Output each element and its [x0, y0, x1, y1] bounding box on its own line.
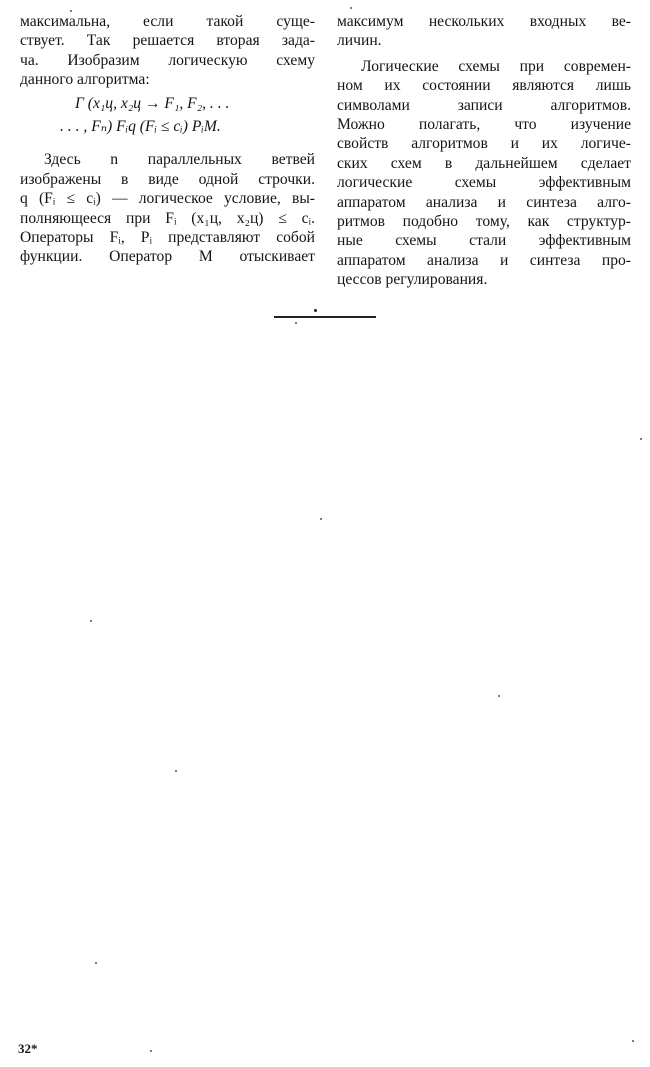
- scan-speck: [320, 518, 322, 520]
- text-line: изображены в виде одной строчки.: [20, 170, 315, 188]
- text-line: Логические схемы при современ-: [361, 57, 631, 75]
- text-line: аппаратом анализа и синтеза про-: [337, 251, 631, 269]
- text-line: символами записи алгоритмов.: [337, 96, 631, 114]
- scan-speck: [640, 438, 642, 440]
- scan-speck: [498, 695, 500, 697]
- text-line: логические схемы эффективным: [337, 174, 631, 192]
- text-line: свойств алгоритмов и их логиче-: [337, 135, 631, 153]
- text-line: ских схем в дальнейшем сделает: [337, 154, 631, 172]
- text-line: Здесь n параллельных ветвей: [44, 151, 315, 169]
- scan-speck: [90, 620, 92, 622]
- right-column: [337, 12, 631, 289]
- scan-speck: [70, 10, 72, 12]
- section-divider: [274, 316, 376, 318]
- text-line: полняющееся при Fᵢ (x₁ц, x₂ц) ≤ cᵢ.: [20, 209, 315, 227]
- text-line: ном их состоянии являются лишь: [337, 77, 631, 95]
- text-line: ритмов подобно тому, как структур-: [337, 212, 631, 230]
- text-line: максимум нескольких входных ве-: [337, 13, 631, 30]
- text-line: Операторы Fᵢ, Pᵢ представляют собой: [20, 228, 315, 246]
- scan-speck: [150, 1050, 152, 1052]
- scan-speck: [95, 962, 97, 964]
- text-line: ные схемы стали эффективным: [337, 232, 631, 250]
- text-line: максимальна, если такой суще-: [20, 13, 315, 30]
- left-column: [20, 12, 315, 267]
- scan-speck: [175, 770, 177, 772]
- formula-line-1: Γ (x₁ц, x₂ц → F₁, F₂, . . .: [75, 94, 230, 112]
- text-line: цессов регулирования.: [337, 271, 488, 289]
- text-line: данного алгоритма:: [20, 71, 150, 89]
- page-number: 32*: [18, 1041, 38, 1056]
- scan-speck: [295, 322, 297, 324]
- text-line: аппаратом анализа и синтеза алго-: [337, 193, 631, 211]
- section-divider-dot: [314, 309, 317, 312]
- formula-line-2: . . . , Fₙ) Fᵢq (Fᵢ ≤ cᵢ) PᵢM.: [60, 117, 221, 135]
- text-line: личин.: [337, 32, 382, 50]
- scan-speck: [632, 1040, 634, 1042]
- text-line: q (Fᵢ ≤ cᵢ) — логическое условие, вы-: [20, 190, 315, 208]
- text-line: Можно полагать, что изучение: [337, 115, 631, 133]
- text-line: ствует. Так решается вторая зада-: [20, 32, 315, 50]
- text-line: ча. Изобразим логическую схему: [20, 51, 315, 69]
- text-line: функции. Оператор M отыскивает: [20, 248, 315, 266]
- scan-speck: [350, 7, 352, 9]
